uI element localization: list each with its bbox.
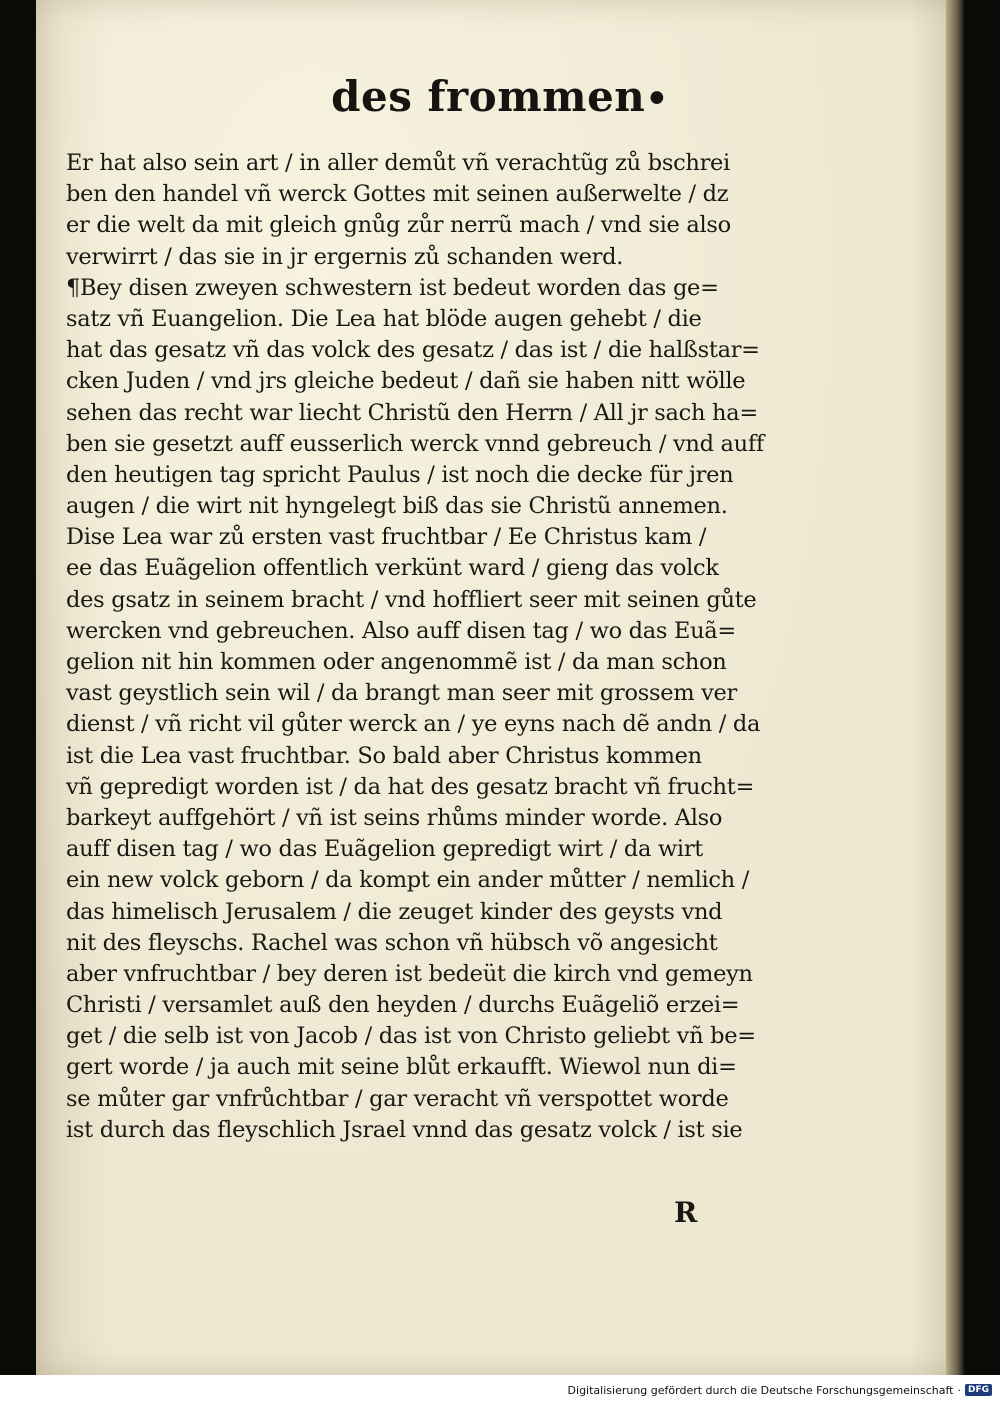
text-line: das himelisch Jerusalem / die zeuget kinder des geysts vnd: [66, 898, 723, 925]
text-line: se můter gar vnfrůchtbar / gar veracht vñ verspottet worde: [66, 1085, 729, 1112]
text-line: ist durch das fleyschlich Jsrael vnnd das gesatz volck / ist sie: [66, 1116, 743, 1143]
body-text: [66, 148, 830, 1146]
text-line: satz vñ Euangelion. Die Lea hat blöde augen gehebt / die: [66, 305, 702, 332]
header-text: des frommen: [331, 72, 646, 121]
text-line: sehen das recht war liecht Christũ den Herrn / All jr sach ha=: [66, 399, 758, 426]
footer-separator: ·: [957, 1383, 961, 1397]
text-line: ist die Lea vast fruchtbar. So bald aber Christus kommen: [66, 742, 702, 769]
catchword: R: [674, 1196, 698, 1229]
text-line: ¶Bey disen zweyen schwestern ist bedeut worden das ge=: [66, 274, 719, 301]
text-line: er die welt da mit gleich gnůg zůr nerrũ mach / vnd sie also: [66, 212, 731, 239]
text-line: ee das Euãgelion offentlich verkünt ward / gieng das volck: [66, 555, 719, 582]
text-line: ben sie gesetzt auff eusserlich werck vnnd gebreuch / vnd auff: [66, 430, 764, 457]
page-edge: [946, 0, 964, 1375]
text-line: gert worde / ja auch mit seine blůt erkaufft. Wiewol nun di=: [66, 1054, 737, 1081]
text-line: nit des fleyschs. Rachel was schon vñ hübsch võ angesicht: [66, 929, 718, 956]
text-line: wercken vnd gebreuchen. Also auff disen tag / wo das Euã=: [66, 617, 736, 644]
text-line: vñ gepredigt worden ist / da hat des gesatz bracht vñ frucht=: [66, 773, 755, 800]
text-line: Dise Lea war zů ersten vast fruchtbar / Ee Christus kam /: [66, 524, 707, 551]
text-line: des gsatz in seinem bracht / vnd hoffliert seer mit seinen gůte: [66, 586, 757, 613]
text-line: barkeyt auffgehört / vñ ist seins rhůms minder worde. Also: [66, 804, 723, 831]
text-line: auff disen tag / wo das Euãgelion gepredigt wirt / da wirt: [66, 836, 704, 863]
text-line: augen / die wirt nit hyngelegt biß das sie Christũ annemen.: [66, 493, 728, 520]
text-line: cken Juden / vnd jrs gleiche bedeut / dañ sie haben nitt wölle: [66, 368, 746, 395]
running-header: [0, 72, 1000, 121]
text-line: den heutigen tag spricht Paulus / ist noch die decke für jren: [66, 461, 734, 488]
footer-credit: [568, 1382, 992, 1398]
footer-text: Digitalisierung gefördert durch die Deutsche Forschungsgemeinschaft: [567, 1383, 954, 1397]
text-line: dienst / vñ richt vil gůter werck an / ye eyns nach dẽ andn / da: [66, 711, 761, 738]
text-line: ben den handel vñ werck Gottes mit seinen außerwelte / dz: [66, 181, 729, 208]
text-line: vast geystlich sein wil / da brangt man seer mit grossem ver: [66, 680, 737, 707]
text-line: get / die selb ist von Jacob / das ist von Christo geliebt vñ be=: [66, 1023, 756, 1050]
text-line: verwirrt / das sie in jr ergernis zů schanden werd.: [66, 243, 624, 270]
text-line: gelion nit hin kommen oder angenommẽ ist / da man schon: [66, 649, 727, 675]
text-line: Er hat also sein art / in aller demůt vñ verachtũg zů bschrei: [66, 150, 730, 176]
text-line: aber vnfruchtbar / bey deren ist bedeüt die kirch vnd gemeyn: [66, 960, 753, 987]
text-line: hat das gesatz vñ das volck des gesatz / das ist / die halßstar=: [66, 337, 760, 364]
text-line: Christi / versamlet auß den heyden / durchs Euãgeliõ erzei=: [66, 992, 740, 1019]
dfg-logo: DFG: [965, 1384, 992, 1396]
header-mark: •: [645, 78, 669, 120]
text-line: ein new volck geborn / da kompt ein ander můtter / nemlich /: [66, 867, 750, 894]
